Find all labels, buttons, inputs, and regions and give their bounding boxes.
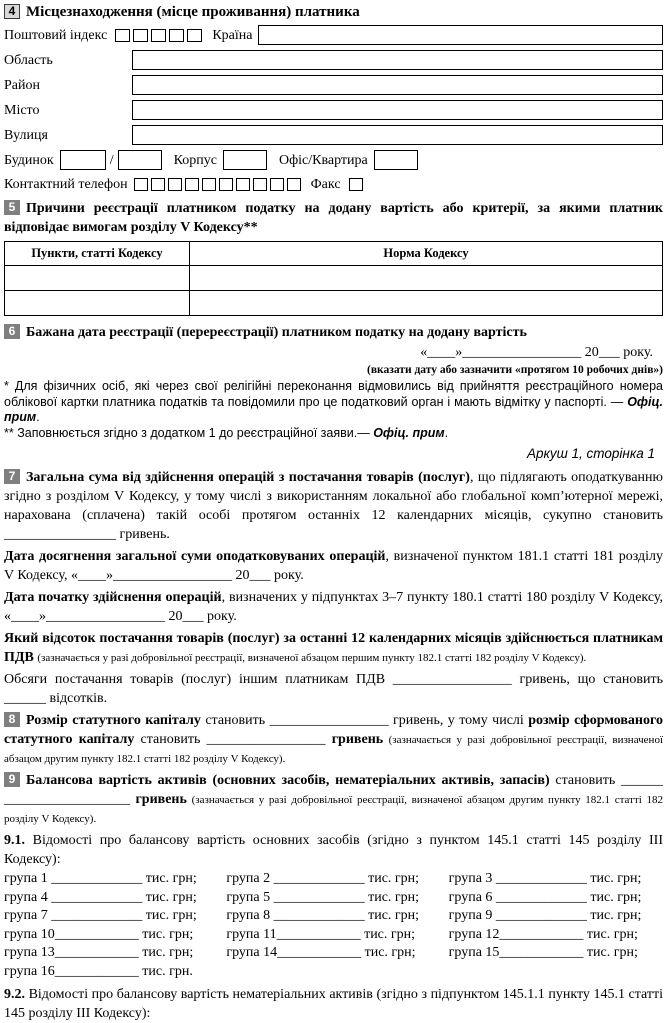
asset-group-14[interactable]: група 14____________ тис. грн; bbox=[226, 945, 416, 960]
city-input[interactable] bbox=[132, 100, 663, 120]
section-9-1-number: 9.1. bbox=[4, 833, 25, 848]
statutory-capital-bold: Розмір статутного капіталу bbox=[26, 713, 201, 728]
balance-value-note: (зазначається у разі добровільної реєстрації, визначеної абзацом другим пункту 182.1 статті 182 розділу V Кодексу). bbox=[4, 794, 663, 825]
table-row bbox=[5, 291, 663, 316]
district-label: Район bbox=[4, 77, 40, 93]
phone-box-9[interactable] bbox=[270, 178, 284, 191]
supply-volumes-text: Обсяги постачання товарів (послуг) іншим платникам ПДВ _________________ гривень, що становить ______ відсотків. bbox=[4, 672, 663, 706]
asset-group-6[interactable]: група 6 _____________ тис. грн; bbox=[448, 889, 642, 905]
desired-date-blank-line[interactable]: «____»_________________ 20___ року. bbox=[420, 345, 653, 360]
section-9-number-badge: 9 bbox=[4, 772, 20, 787]
section-5-number-badge: 5 bbox=[4, 200, 20, 215]
fax-box[interactable] bbox=[349, 178, 363, 191]
footnote-2 bbox=[4, 426, 663, 442]
balance-value-rest-2: __________________ bbox=[4, 792, 136, 807]
asset-group-13[interactable]: група 13____________ тис. грн; bbox=[4, 945, 194, 960]
country-input[interactable] bbox=[258, 25, 663, 45]
korpus-input[interactable] bbox=[223, 150, 267, 170]
phone-box-8[interactable] bbox=[253, 178, 267, 191]
total-sum-bold: Загальна сума від здійснення операцій з постачання товарів (послуг) bbox=[26, 470, 470, 485]
hryven-bold: гривень bbox=[331, 732, 384, 747]
asset-group-11[interactable]: група 11____________ тис. грн; bbox=[226, 926, 416, 942]
postal-index-box-1[interactable] bbox=[115, 29, 130, 42]
phone-box-2[interactable] bbox=[151, 178, 165, 191]
asset-group-16[interactable]: група 16____________ тис. грн. bbox=[4, 963, 193, 979]
korpus-label: Корпус bbox=[173, 152, 217, 168]
phone-box-7[interactable] bbox=[236, 178, 250, 191]
table-header-row bbox=[5, 242, 663, 266]
fixed-assets-groups bbox=[4, 870, 663, 981]
asset-group-8[interactable]: група 8 _____________ тис. грн; bbox=[226, 908, 420, 923]
operations-start-date-paragraph bbox=[4, 588, 663, 626]
section-8-statutory-capital-paragraph bbox=[4, 711, 663, 768]
asset-group-2[interactable]: група 2 _____________ тис. грн; bbox=[226, 871, 420, 886]
phone-boxes bbox=[134, 178, 301, 191]
section-6-title: Бажана дата реєстрації (перереєстрації) платником податку на додану вартість bbox=[26, 325, 527, 340]
footnote-1-official-note: Офіц. прим bbox=[4, 394, 663, 424]
section-9-balance-value-paragraph bbox=[4, 771, 663, 828]
asset-group-9[interactable]: група 9 _____________ тис. грн; bbox=[448, 908, 642, 923]
vat-percentage-note: (зазначається у разі добровільної реєстрації, визначеної абзацом першим пункту 182.1 статті 182 розділу V Кодексу). bbox=[37, 652, 587, 664]
section-6-header bbox=[4, 323, 663, 342]
section-7-total-sum-paragraph bbox=[4, 468, 663, 544]
postal-index-box-4[interactable] bbox=[169, 29, 184, 42]
city-row bbox=[4, 100, 663, 120]
building-number-2-input[interactable] bbox=[118, 150, 162, 170]
phone-fax-row bbox=[4, 175, 663, 194]
footnote-2-text: ** Заповнюється згідно з додатком 1 до реєстраційної заяви.— bbox=[4, 425, 374, 440]
sheet-page-marker: Аркуш 1, сторінка 1 bbox=[526, 446, 655, 461]
section-9-2-header bbox=[4, 985, 663, 1023]
asset-group-1[interactable]: група 1 _____________ тис. грн; bbox=[4, 871, 197, 886]
city-label: Місто bbox=[4, 102, 40, 118]
street-input[interactable] bbox=[132, 125, 663, 145]
postal-index-label: Поштовий індекс bbox=[4, 27, 108, 43]
date-hint: (вказати дату або зазначити «протягом 10 робочих днів») bbox=[366, 364, 663, 376]
postal-country-row bbox=[4, 25, 663, 45]
asset-group-7[interactable]: група 7 _____________ тис. грн; bbox=[4, 908, 197, 923]
vat-percentage-paragraph bbox=[4, 629, 663, 667]
operations-start-date-rest: , визначених у підпунктах 3–7 пункту 180.1 статті 180 розділу V Кодексу, «____»_________________ 20___ року. bbox=[4, 590, 663, 624]
supply-volumes-paragraph bbox=[4, 670, 663, 708]
points-cell-1[interactable] bbox=[5, 266, 190, 291]
section-9-2-text: Відомості про балансову вартість нематеріальних активів (згідно з підпунктом 145.1.1 пункту 145.1 статті 145 розділу III Кодексу): bbox=[4, 987, 663, 1021]
country-label: Країна bbox=[212, 27, 253, 43]
office-label: Офіс/Квартира bbox=[278, 152, 368, 168]
section-6-number-badge: 6 bbox=[4, 324, 20, 339]
asset-group-10[interactable]: група 10____________ тис. грн; bbox=[4, 926, 194, 942]
asset-group-12[interactable]: група 12____________ тис. грн; bbox=[448, 926, 638, 942]
postal-index-box-2[interactable] bbox=[133, 29, 148, 42]
region-label: Область bbox=[4, 52, 53, 68]
phone-label: Контактний телефон bbox=[4, 177, 128, 192]
formed-capital-bold: розмір сформованого статутного капіталу bbox=[4, 713, 663, 747]
phone-box-3[interactable] bbox=[168, 178, 182, 191]
postal-index-box-3[interactable] bbox=[151, 29, 166, 42]
table-row bbox=[5, 266, 663, 291]
norm-cell-2[interactable] bbox=[190, 291, 663, 316]
section-4-header bbox=[4, 2, 663, 22]
building-row bbox=[4, 150, 663, 170]
phone-box-6[interactable] bbox=[219, 178, 233, 191]
district-row bbox=[4, 75, 663, 95]
hryven-bold-2: гривень bbox=[135, 792, 187, 807]
operations-start-date-bold: Дата початку здійснення операцій bbox=[4, 590, 222, 605]
section-4-number-badge: 4 bbox=[4, 4, 20, 19]
registration-reasons-table bbox=[4, 241, 663, 316]
section-8-number-badge: 8 bbox=[4, 712, 20, 727]
building-label: Будинок bbox=[4, 152, 54, 168]
footnote-2-end: . bbox=[444, 425, 449, 440]
balance-value-bold: Балансова вартість активів (основних засобів, нематеріальних активів, запасів) bbox=[26, 773, 550, 788]
fax-label: Факс bbox=[310, 177, 341, 192]
asset-group-15[interactable]: група 15____________ тис. грн; bbox=[448, 945, 638, 960]
section-4-title: Місцезнаходження (місце проживання) платника bbox=[26, 4, 360, 20]
postal-index-box-5[interactable] bbox=[187, 29, 202, 42]
asset-group-4[interactable]: група 4 _____________ тис. грн; bbox=[4, 889, 197, 905]
phone-box-4[interactable] bbox=[185, 178, 199, 191]
section-5-header bbox=[4, 199, 663, 237]
footnote-1-end: . bbox=[36, 410, 40, 424]
footnote-1 bbox=[4, 379, 663, 426]
building-number-input[interactable] bbox=[60, 150, 106, 170]
district-input[interactable] bbox=[132, 75, 663, 95]
balance-value-rest-1: становить ______ bbox=[549, 773, 663, 788]
phone-box-1[interactable] bbox=[134, 178, 148, 191]
asset-group-3[interactable]: група 3 _____________ тис. грн; bbox=[448, 871, 642, 886]
statutory-capital-rest-1: становить _________________ гривень, у тому числі bbox=[200, 713, 529, 728]
region-input[interactable] bbox=[132, 50, 663, 70]
phone-box-5[interactable] bbox=[202, 178, 216, 191]
asset-group-5[interactable]: група 5 _____________ тис. грн; bbox=[226, 889, 420, 905]
vat-percentage-bold: Який відсоток постачання товарів (послуг) за останні 12 календарних місяців здійснюється платникам ПДВ bbox=[4, 631, 663, 665]
points-column-header: Пункти, статті Кодексу bbox=[5, 242, 190, 266]
building-slash: / bbox=[109, 152, 114, 168]
phone-box-10[interactable] bbox=[287, 178, 301, 191]
sum-reach-date-bold: Дата досягнення загальної суми оподатковуваних операцій bbox=[4, 549, 386, 564]
region-row bbox=[4, 50, 663, 70]
office-input[interactable] bbox=[374, 150, 418, 170]
norm-column-header: Норма Кодексу bbox=[190, 242, 663, 266]
section-9-2-number: 9.2. bbox=[4, 987, 25, 1002]
street-label: Вулиця bbox=[4, 127, 48, 143]
footnote-1-text: * Для фізичних осіб, які через свої релігійні переконання відмовились від прийняття реєстраційного номера облікової картки платника податків та повідомили про це податковий орган і мають відмітку у паспорті. — bbox=[4, 379, 663, 409]
footnote-2-official-note: Офіц. прим bbox=[373, 425, 445, 440]
total-sum-rest: , що підлягають оподаткуванню згідно з розділом V Кодексу, у тому числі з використанням локальної або глобальної комп’ютерної мережі, нарахована (сплачена) такій особі протягом останніх 12 календарних місяців, сукупно становить ________________ гривень. bbox=[4, 470, 663, 542]
statutory-capital-rest-2: становить _________________ bbox=[134, 732, 332, 747]
statutory-capital-note: (зазначається у разі добровільної реєстрації, визначеної абзацом другим пункту 182.1 статті 182 розділу V Кодексу). bbox=[4, 734, 663, 765]
section-5-title: Причини реєстрації платником податку на додану вартість або критерії, за якими платник відповідає вимогам розділу V Кодексу** bbox=[4, 201, 663, 235]
section-9-1-header bbox=[4, 831, 663, 869]
sum-reach-date-rest: , визначеної пунктом 181.1 статті 181 розділу V Кодексу, «____»_________________ 20___ року. bbox=[4, 549, 663, 583]
norm-cell-1[interactable] bbox=[190, 266, 663, 291]
section-7-number-badge: 7 bbox=[4, 469, 20, 484]
street-row bbox=[4, 125, 663, 145]
postal-index-boxes bbox=[115, 29, 202, 42]
section-9-1-text: Відомості про балансову вартість основних засобів (згідно з пунктом 145.1 статті 145 розділу III Кодексу): bbox=[4, 833, 663, 867]
points-cell-2[interactable] bbox=[5, 291, 190, 316]
sum-reach-date-paragraph bbox=[4, 547, 663, 585]
